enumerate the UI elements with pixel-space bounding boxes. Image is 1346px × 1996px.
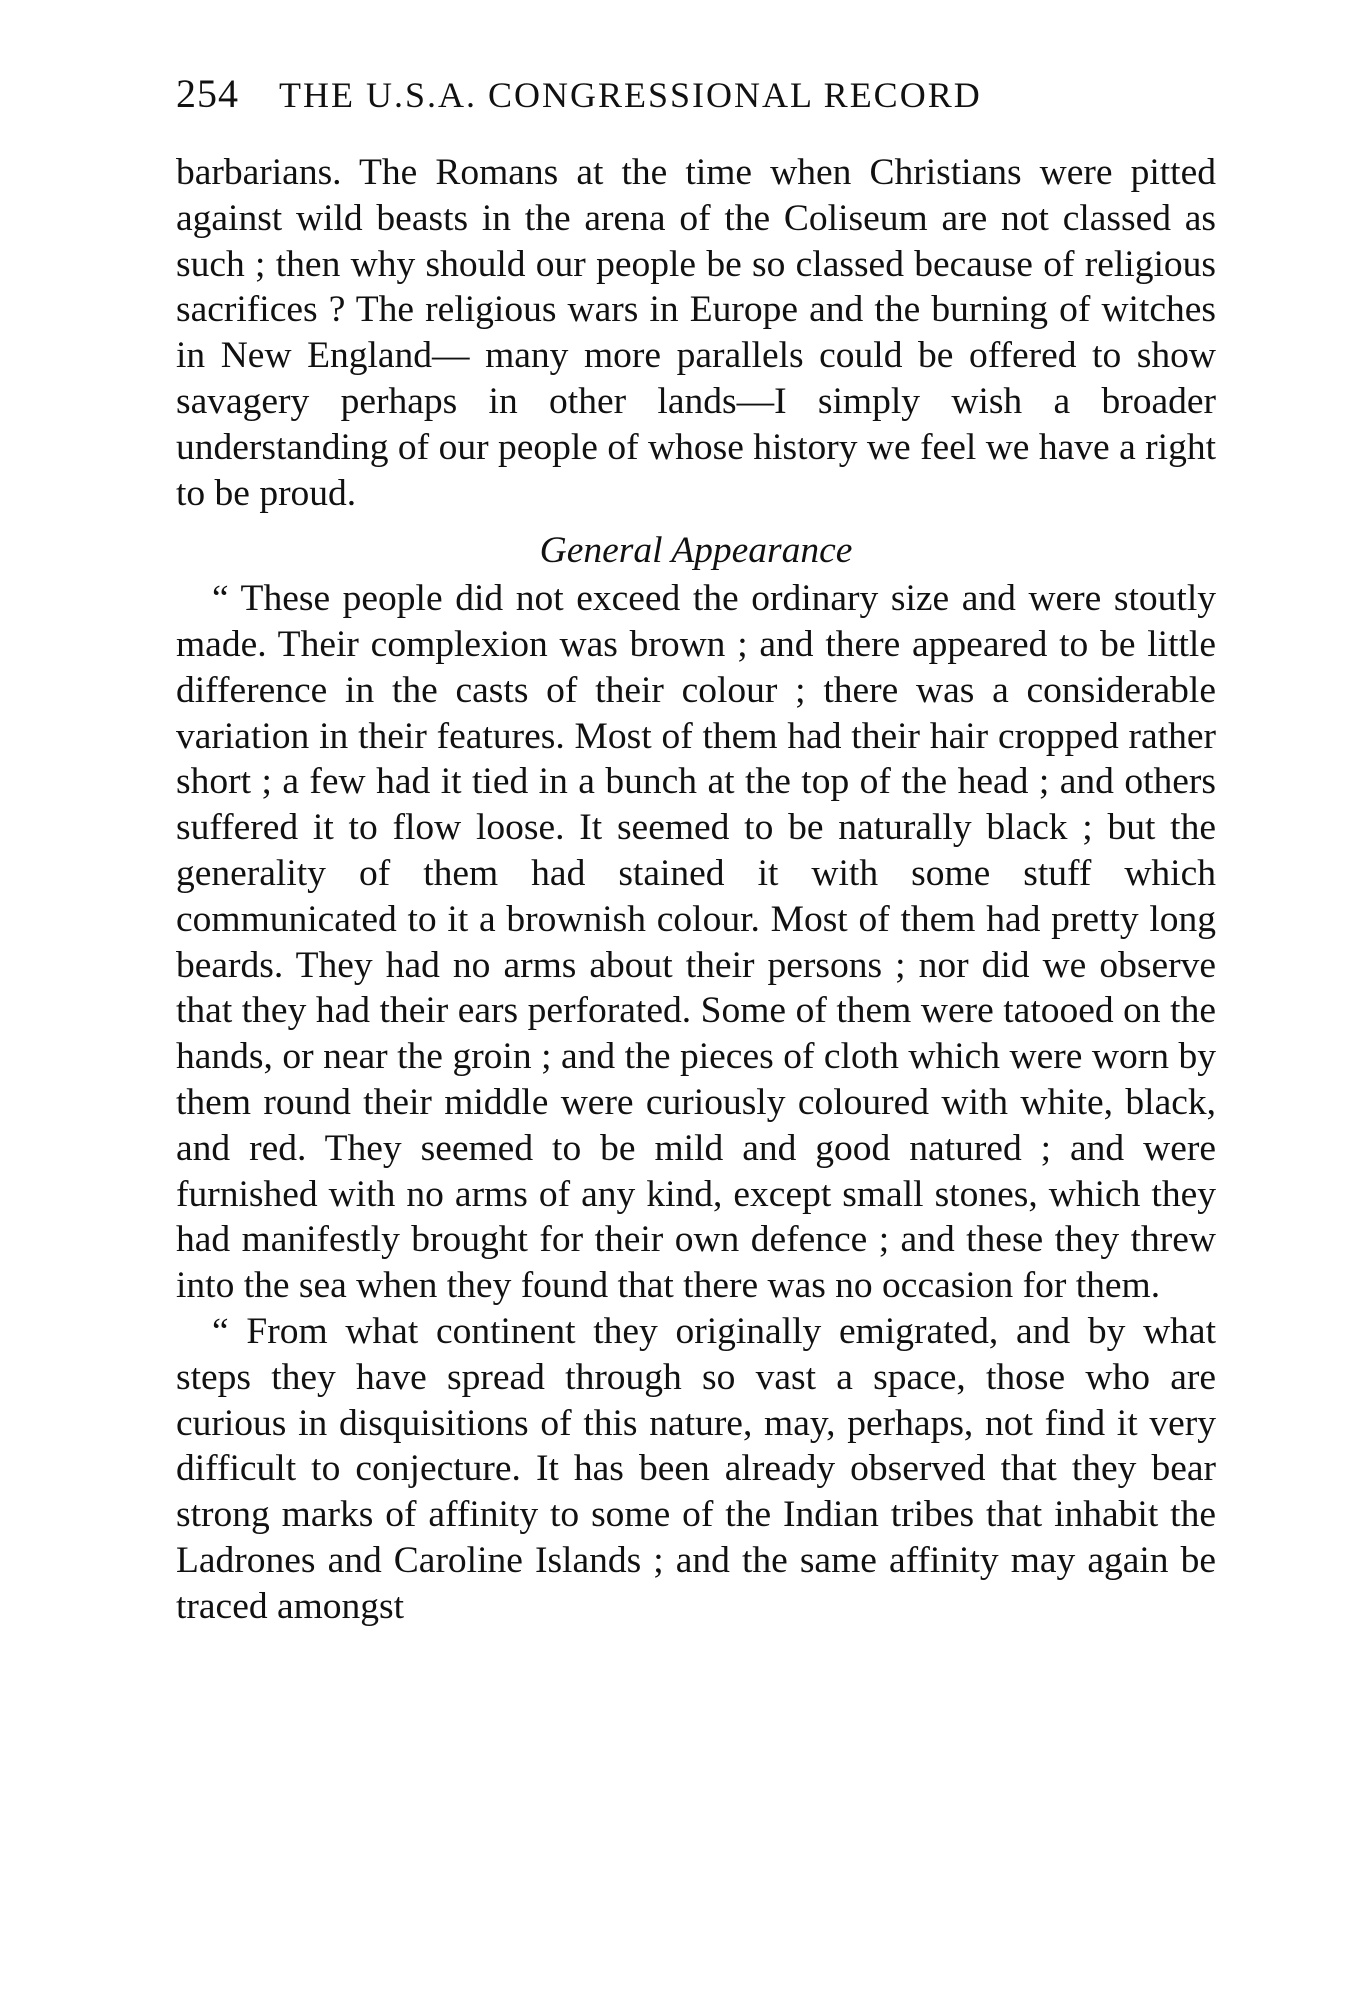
paragraph-appearance: “ These people did not exceed the ordinary size and were stoutly made. Their complexion was brown ; and there appeared to be little difference in the casts of their colour ; there was a considerable variation in their features. Most of them had their hair cropped rather short ; a few had it tied in a bunch at the top of the head ; and others suffered it to flow loose. It seemed to be naturally black ; but the generality of them had stained it with some stuff which communicated to it a brownish colour. Most of them had pretty long beards. They had no arms about their persons ; nor did we observe that they had their ears perforated. Some of them were tatooed on the hands, or near the groin ; and the pieces of cloth which were worn by them round their middle were curiously coloured with white, black, and red. They seemed to be mild and good natured ; and were furnished with no arms of any kind, except small stones, which they had manifestly brought for their own defence ; and these they threw into the sea when they found that there was no occasion for them. [176,578,1216,1307]
page-number: 254 [176,71,239,116]
paragraph-barbarians: barbarians. The Romans at the time when Christians were pitted against wild beasts in the arena of the Coliseum are not classed as such ; then why should our people be so classed because of religious sacrifices ? The religious wars in Europe and the burning of witches in New England— many more parallels could be offered to show savagery perhaps in other lands—I simply wish a broader understanding of our people of whose history we feel we have a right to be proud. [176,152,1216,514]
paragraph-origins: “ From what continent they originally emigrated, and by what steps they have spread through so vast a space, those who are curious in disquisitions of this nature, may, perhaps, not find it very difficult to conjecture. It has been already observed that they bear strong marks of affinity to some of the Indian tribes that inhabit the Ladrones and Caroline Islands ; and the same affinity may again be traced amongst [176,1310,1216,1627]
running-head [176,70,1216,134]
section-heading: General Appearance [539,530,853,572]
running-title: THE U.S.A. CONGRESSIONAL RECORD [279,75,982,115]
book-page [176,70,1216,1630]
